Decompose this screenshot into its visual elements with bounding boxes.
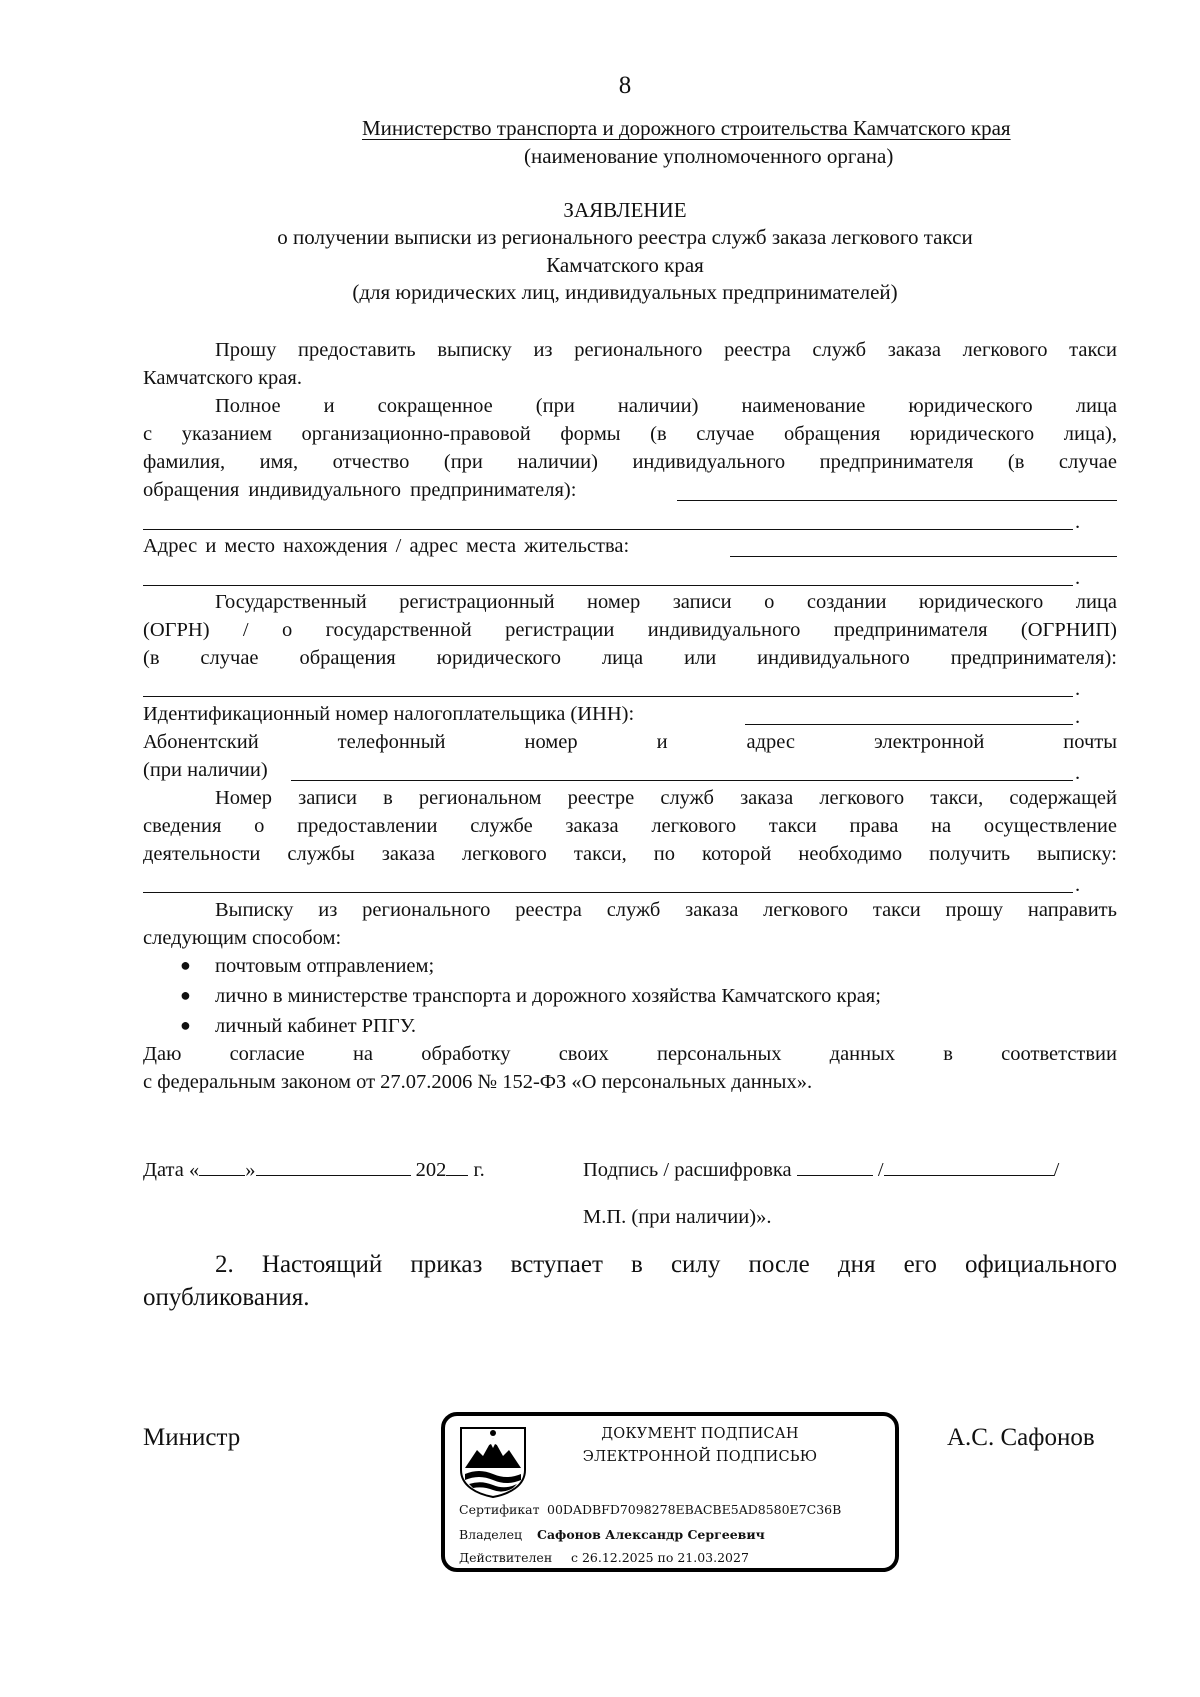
contact-field-end: . — [1075, 762, 1081, 784]
record-paragraph-line: Номер записи в региональном реестре служб заказа легкового такси, содержащей — [215, 787, 1117, 809]
authority-caption: (наименование уполномоченного органа) — [524, 144, 894, 168]
name-paragraph-line: фамилия, имя, отчество (при наличии) индивидуального предпринимателя (в случае — [143, 451, 1117, 473]
address-field-end: . — [1075, 567, 1081, 589]
order-item-line: 2. Настоящий приказ вступает в силу после дня его официального — [215, 1251, 1117, 1278]
validity-label: Действителен — [459, 1550, 553, 1565]
delivery-paragraph-line: Выписку из регионального реестра служб заказа легкового такси прошу направить — [215, 899, 1117, 921]
name-field-line[interactable] — [143, 529, 1073, 530]
ogrn-paragraph-line: (в случае обращения юридического лица или индивидуального предпринимателя): — [143, 647, 1117, 669]
date-field — [143, 1157, 485, 1184]
owner-value: Сафонов Александр Сергеевич — [537, 1527, 765, 1542]
stamp-owner-row — [459, 1527, 765, 1542]
signature-label: Подпись / расшифровка — [583, 1159, 792, 1181]
bullet-icon: ● — [180, 985, 191, 1005]
record-paragraph-line: деятельности службы заказа легкового такси, по которой необходимо получить выписку: — [143, 843, 1117, 865]
name-paragraph-line: обращения индивидуального предпринимателя): — [143, 479, 577, 501]
order-item-line: опубликования. — [143, 1284, 310, 1311]
validity-value: с 26.12.2025 по 21.03.2027 — [571, 1550, 749, 1565]
ogrn-paragraph-line: Государственный регистрационный номер записи о создании юридического лица — [215, 591, 1117, 613]
year-prefix: 202 — [415, 1159, 447, 1181]
name-field-line[interactable] — [677, 500, 1117, 501]
stamp-header: ДОКУМЕНТ ПОДПИСАН — [601, 1426, 799, 1442]
signature-blank[interactable] — [797, 1157, 873, 1176]
certificate-value: 00DADBFD7098278EBACBE5AD8580E7C36B — [547, 1502, 842, 1517]
title-subject: о получении выписки из регионального реестра служб заказа легкового такси — [277, 225, 973, 249]
inn-field-line[interactable] — [745, 724, 1073, 725]
signer-name: А.С. Сафонов — [947, 1424, 1095, 1451]
signature-field — [583, 1157, 1059, 1184]
stamp-validity-row — [459, 1550, 749, 1565]
contact-field-line[interactable] — [291, 780, 1073, 781]
date-quote-close: » — [245, 1159, 256, 1181]
ogrn-paragraph-line: (ОГРН) / о государственной регистрации индивидуального предпринимателя (ОГРНИП) — [143, 619, 1117, 641]
kamchatka-emblem-icon — [457, 1424, 529, 1498]
stamp-header: ЭЛЕКТРОННОЙ ПОДПИСЬЮ — [582, 1449, 818, 1465]
month-blank[interactable] — [256, 1157, 411, 1176]
certificate-label: Сертификат — [459, 1502, 540, 1517]
address-label: Адрес и место нахождения / адрес места жительства: — [143, 535, 630, 557]
document-title: ЗАЯВЛЕНИЕ — [563, 198, 687, 222]
contact-label-line: Абонентский телефонный номер и адрес электронной почты — [143, 731, 1117, 753]
year-suffix: г. — [473, 1159, 485, 1181]
name-paragraph-line: Полное и сокращенное (при наличии) наименование юридического лица — [215, 395, 1117, 417]
signature-slash: / — [1053, 1159, 1060, 1181]
title-applicants: (для юридических лиц, индивидуальных предпринимателей) — [352, 280, 898, 304]
date-label: Дата « — [143, 1159, 200, 1181]
delivery-option: лично в министерстве транспорта и дорожного хозяйства Камчатского края; — [215, 985, 881, 1007]
ogrn-field-end: . — [1075, 678, 1081, 700]
delivery-paragraph-line: следующим способом: — [143, 927, 342, 949]
seal-note: М.П. (при наличии)». — [583, 1206, 772, 1228]
day-blank[interactable] — [199, 1157, 245, 1176]
delivery-option: личный кабинет РПГУ. — [215, 1015, 417, 1037]
address-field-line[interactable] — [143, 585, 1073, 586]
record-paragraph-line: сведения о предоставлении службе заказа легкового такси права на осуществление — [143, 815, 1117, 837]
inn-label: Идентификационный номер налогоплательщика (ИНН): — [143, 703, 635, 725]
contact-label-line: (при наличии) — [143, 759, 268, 781]
title-region: Камчатского края — [546, 253, 704, 277]
authority-name: Министерство транспорта и дорожного строительства Камчатского края — [362, 116, 1011, 140]
stamp-certificate-row — [459, 1502, 841, 1517]
bullet-icon: ● — [180, 1015, 191, 1035]
page-number: 8 — [618, 72, 632, 99]
bullet-icon: ● — [180, 955, 191, 975]
inn-field-end: . — [1075, 706, 1081, 728]
request-paragraph-line: Прошу предоставить выписку из регионального реестра служб заказа легкового такси — [215, 339, 1117, 361]
consent-line: с федеральным законом от 27.07.2006 № 152-ФЗ «О персональных данных». — [143, 1071, 813, 1093]
owner-label: Владелец — [459, 1527, 523, 1542]
name-field-end: . — [1075, 511, 1081, 533]
address-field-line[interactable] — [730, 556, 1117, 557]
signature-slash: / — [877, 1159, 884, 1181]
request-paragraph-line: Камчатского края. — [143, 367, 302, 389]
name-paragraph-line: с указанием организационно-правовой формы (в случае обращения юридического лица), — [143, 423, 1117, 445]
year-blank[interactable] — [446, 1157, 468, 1176]
electronic-signature-stamp — [441, 1412, 899, 1572]
delivery-option: почтовым отправлением; — [215, 955, 435, 977]
name-decode-blank[interactable] — [884, 1157, 1054, 1176]
signer-position: Министр — [143, 1424, 241, 1451]
record-field-line[interactable] — [143, 892, 1073, 893]
record-field-end: . — [1075, 874, 1081, 896]
ogrn-field-line[interactable] — [143, 696, 1073, 697]
consent-line: Даю согласие на обработку своих персональных данных в соответствии — [143, 1043, 1117, 1065]
